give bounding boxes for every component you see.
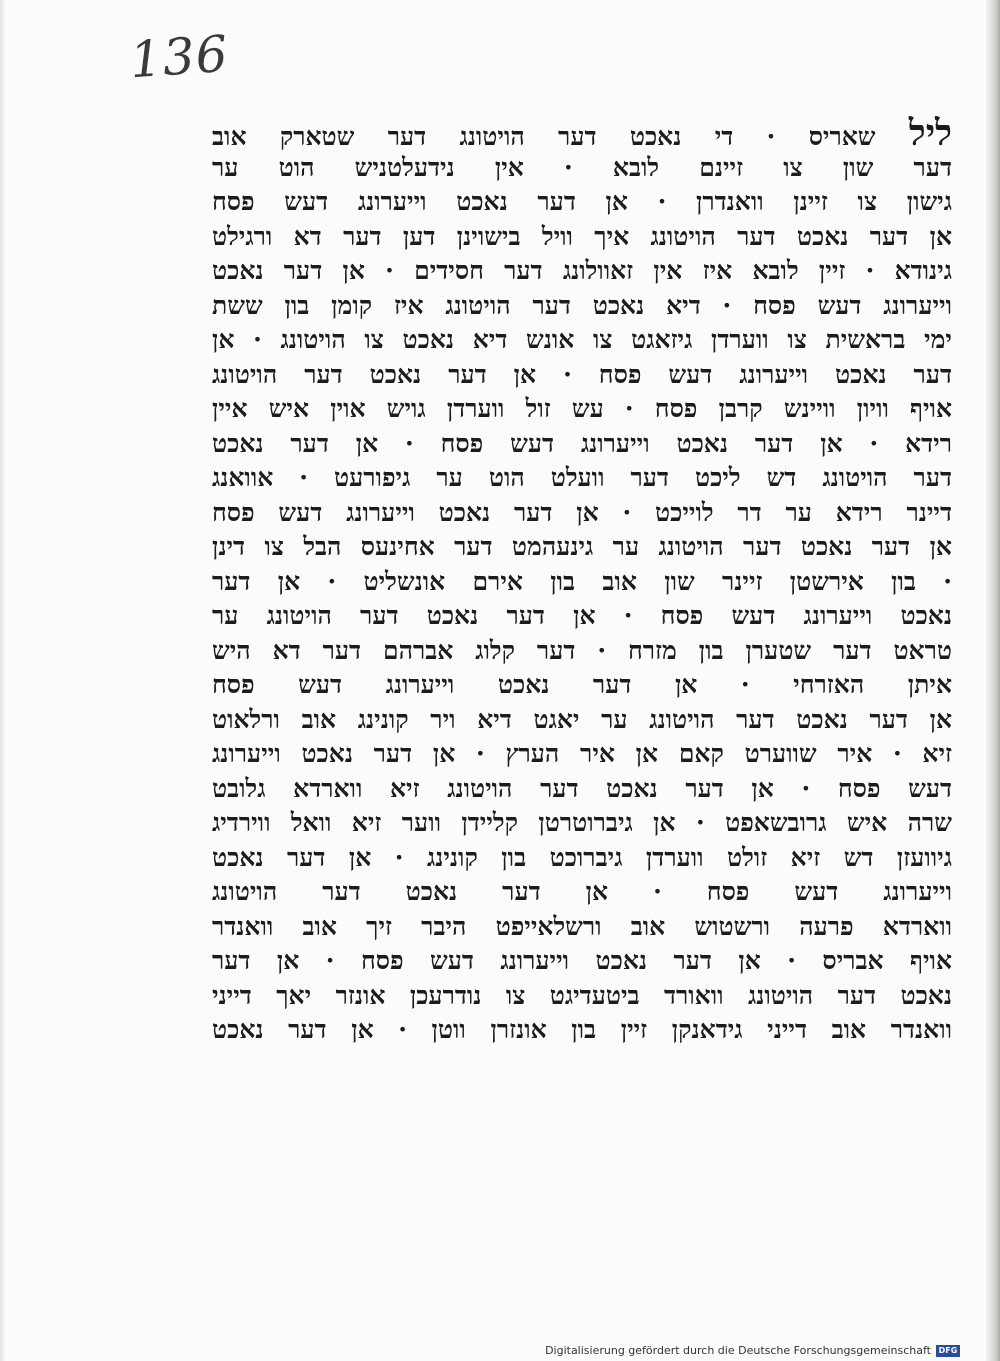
line-text: גיוועזן דש זיא זולט ווערדן גיברוכט בון קונינג · אן דער נאכט: [212, 842, 952, 872]
text-line: [212, 979, 952, 1014]
dfg-logo: DFG: [936, 1345, 960, 1357]
initial-word: ליל: [908, 116, 952, 151]
line-text: דיינר רידא ער דר לוייכט · אן דער נאכט וייערונג דעש פסח: [212, 497, 952, 527]
line-text: · בון אירשטן זיינר שון אוב בון אירם אונשליט · אן דער: [212, 566, 952, 596]
text-line: [212, 772, 952, 807]
line-text: וייערונג דעש פסח · דיא נאכט דער הויטונג איז קומן בון ששת: [212, 290, 952, 320]
text-line: [212, 841, 952, 876]
page-left-edge: [0, 0, 6, 1361]
text-line: [212, 461, 952, 496]
text-line: [212, 392, 952, 427]
text-line: [212, 254, 952, 289]
hebrew-text-block: [212, 116, 952, 1048]
line-text: אן דער נאכט דער הויטונג איך וויל בישוינן דען דער דא ורגילט: [212, 221, 952, 251]
line-text: שאריס · די נאכט דער הויטונג דער שטארק אוב: [212, 122, 876, 151]
text-line: [212, 220, 952, 255]
text-line: [212, 427, 952, 462]
folio-number: 136: [128, 24, 231, 90]
page-right-edge: [986, 0, 1000, 1361]
line-text: רידא · אן דער נאכט וייערונג דעש פסח · אן דער נאכט: [212, 428, 952, 458]
text-line: [212, 323, 952, 358]
line-text: טראט דער שטערן בון מזרח · דער קלוג אברהם דער דא היש: [212, 635, 952, 665]
text-line: [212, 185, 952, 220]
text-line: [212, 599, 952, 634]
line-text: זיא · איר שווערט קאם אן איר הערץ · אן דער נאכט וייערונג: [212, 739, 952, 768]
text-line: [212, 1013, 952, 1048]
line-text: ימי בראשית צו ווערדן גיזאגט צו אונש דיא נאכט צו הויטונג · אן: [212, 325, 952, 354]
text-line: [212, 703, 952, 738]
text-line: [212, 875, 952, 910]
line-text: דעש פסח · אן דער נאכט דער הויטונג זיא ווארדא גלובט: [212, 773, 952, 803]
line-text: נאכט וייערונג דעש פסח · אן דער נאכט דער הויטונג ער: [212, 601, 952, 630]
text-line: [212, 737, 952, 772]
text-line: [212, 151, 952, 186]
line-text: שרה איש גרובשאפט · אן גיברוטרטן קליידן ווער זיא וואל ווירדיג: [212, 808, 952, 837]
line-text: גינודא · זיין לובא איז אין זאוולונג דער חסידים · אן דער נאכט: [212, 256, 952, 285]
text-line: [212, 565, 952, 600]
line-text: אויף אבריס · אן דער נאכט וייערונג דעש פסח · אן דער: [212, 946, 952, 975]
line-text: אן דער נאכט דער הויטונג ער גינעהמט דער אחינעס הבל צו דינן: [212, 532, 952, 561]
line-text: וייערונג דעש פסח · אן דער נאכט דער הויטונג: [212, 877, 952, 906]
text-line: [212, 944, 952, 979]
line-text: נאכט דער הויטונג וואורד ביטעדיגט צו נודרעכן אונזר יאך דייני: [212, 980, 952, 1010]
text-line: [212, 289, 952, 324]
line-text: אויף וויון וויינש קרבן פסח · עש זול ווערדן גויש אוין איש איין: [212, 394, 952, 423]
text-line: [212, 668, 952, 703]
text-line: [212, 806, 952, 841]
line-text: גישון צו זיינן וואנדרן · אן דער נאכט וייערונג דעש פסח: [212, 187, 952, 216]
line-text: ווארדא פרעה ורשטוש אוב ורשלאייפט היבר זיך אוב וואנדר: [212, 911, 952, 941]
line-text: דער הויטונג דש ליכט דער וועלט הוט ער גיפורעט · אוואנג: [212, 463, 952, 492]
text-line: [212, 358, 952, 393]
text-line: [212, 496, 952, 531]
line-text: איתן האזרחי · אן דער נאכט וייערונג דעש פסח: [212, 670, 952, 699]
line-text: דער נאכט וייערונג דעש פסח · אן דער נאכט דער הויטונג: [212, 359, 952, 389]
line-text: אן דער נאכט דער הויטונג ער יאגט דיא ויר קונינג אוב ורלאוט: [212, 704, 952, 734]
line-text: וואנדר אוב דייני גידאנקן זיין בון אונזרן ווטן · אן דער נאכט: [212, 1015, 952, 1044]
line-text: דער שון צו זיינם לובא · אין נידעלטניש הוט ער: [212, 152, 952, 182]
footer-text: Digitalisierung gefördert durch die Deutsche Forschungsgemeinschaft: [545, 1344, 931, 1357]
text-line: [212, 910, 952, 945]
footer-credit: [545, 1344, 960, 1357]
text-line: [212, 116, 952, 151]
text-line: [212, 634, 952, 669]
text-line: [212, 530, 952, 565]
